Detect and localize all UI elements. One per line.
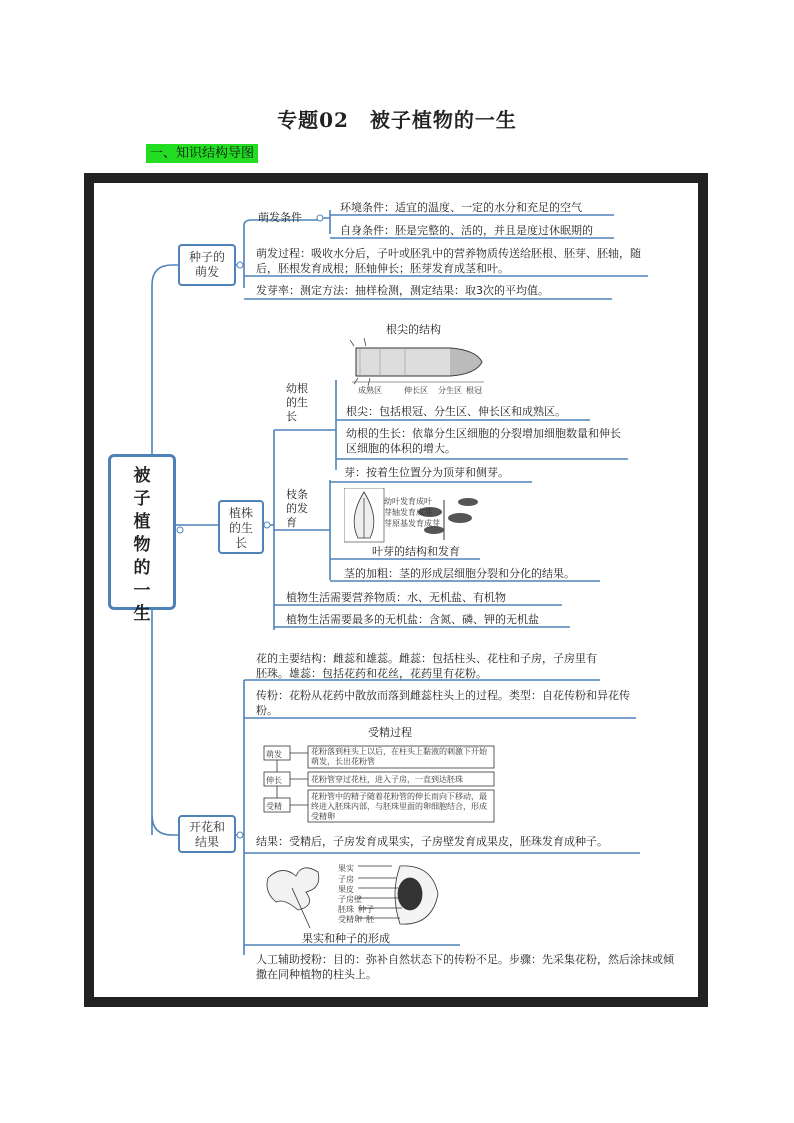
node-flower-label: 开花和结果 [189, 820, 226, 849]
fruit-diagram-title: 果实和种子的形成 [302, 932, 390, 945]
node-growth-label: 植株的生长 [228, 506, 253, 550]
leaf-root-tip: 根尖：包括根冠、分生区、伸长区和成熟区。 [346, 405, 566, 418]
fruit-label-4: 胚珠 [338, 905, 354, 914]
germination-condition-label: 萌发条件 [258, 211, 302, 224]
page-title: 专题02 被子植物的一生 [277, 108, 517, 132]
fruit-formation-diagram [262, 858, 462, 932]
leaf-minerals: 植物生活需要最多的无机盐：含氮、磷、钾的无机盐 [286, 613, 539, 626]
fert-tag-2: 受精 [266, 802, 282, 811]
section-heading: 一、知识结构导图 [146, 144, 258, 163]
node-flowering-fruiting [178, 815, 236, 853]
root-zone-2: 分生区 [438, 386, 462, 395]
leaf-pollination: 传粉：花粉从花药中散放而落到雌蕊柱头上的过程。类型：自花传粉和异花传粉。 [256, 689, 630, 717]
root-zone-3: 根冠 [466, 386, 482, 395]
root-zone-0: 成熟区 [358, 386, 382, 395]
leaf-nutrients: 植物生活需要营养物质：水、无机盐、有机物 [286, 591, 506, 604]
root-diagram-title: 根尖的结构 [386, 323, 441, 336]
fruit-label-7: 胚 [366, 915, 374, 924]
leaf-self-condition: 自身条件：胚是完整的、活的，并且是度过休眠期的 [340, 224, 593, 237]
fert-tag-0: 萌发 [266, 750, 282, 759]
leaf-germination-rate: 发芽率：测定方法：抽样检测，测定结果：取3次的平均值。 [256, 284, 549, 297]
root-zone-1: 伸长区 [404, 386, 428, 395]
fert-text-1: 花粉管穿过花柱，进入子房，一直到达胚珠 [311, 775, 463, 784]
fruit-label-1: 子房 [338, 875, 354, 884]
leaf-germination-process: 萌发过程：吸收水分后，子叶或胚乳中的营养物质传送给胚根、胚芽、胚轴，随后，胚根发育成根；胚轴伸长；胚芽发育成茎和叶。 [256, 247, 641, 275]
fruit-label-2: 果皮 [338, 885, 354, 894]
bud-label-1: 芽轴发育成茎 [384, 508, 432, 517]
leaf-bud: 芽：按着生位置分为顶芽和侧芽。 [344, 466, 509, 479]
leaf-flower-structure: 花的主要结构：雌蕊和雄蕊。雌蕊：包括柱头、花柱和子房，子房里有胚珠。雄蕊：包括花药和花丝，花药里有花粉。 [256, 652, 597, 680]
fertilization-title: 受精过程 [368, 726, 412, 739]
fruit-label-0: 果实 [338, 864, 354, 873]
leaf-fruit: 结果：受精后，子房发育成果实，子房壁发育成果皮，胚珠发育成种子。 [256, 835, 608, 848]
root-growth-label: 幼根的生长 [286, 382, 308, 423]
leaf-root-growth: 幼根的生长：依靠分生区细胞的分裂增加细胞数量和伸长区细胞的体积的增大。 [346, 427, 621, 455]
node-plant-growth [218, 500, 264, 554]
leaf-stem-thicken: 茎的加粗：茎的形成层细胞分裂和分化的结果。 [344, 567, 575, 580]
node-seed-germination [178, 244, 236, 286]
fert-text-2: 花粉管中的精子随着花粉管的伸长而向下移动，最终进入胚珠内部，与胚珠里面的卵细胞结合，形成受精卵 [311, 792, 487, 821]
fruit-label-3: 子房壁 [338, 895, 362, 904]
bud-label-2: 芽原基发育成芽 [384, 519, 440, 528]
leaf-artificial-pollination: 人工辅助授粉：目的：弥补自然状态下的传粉不足。步骤：先采集花粉，然后涂抹或倾撒在同种植物的柱头上。 [256, 953, 674, 981]
fruit-label-5: 种子 [358, 905, 374, 914]
fert-text-0: 花粉落到柱头上以后，在柱头上黏液的刺激下开始萌发，长出花粉管 [311, 747, 487, 766]
root-node [108, 454, 176, 624]
node-seed-label: 种子的萌发 [189, 250, 226, 279]
leaf-env-condition: 环境条件：适宜的温度、一定的水分和充足的空气 [340, 201, 582, 214]
bud-label-0: 幼叶发育成叶 [384, 497, 432, 506]
root-label: 被子植物的一生 [133, 466, 151, 624]
bud-diagram-title: 叶芽的结构和发育 [372, 545, 460, 558]
fert-tag-1: 伸长 [266, 776, 282, 785]
stem-development-label: 枝条的发育 [286, 488, 308, 529]
fruit-label-6: 受精卵 [338, 915, 362, 924]
